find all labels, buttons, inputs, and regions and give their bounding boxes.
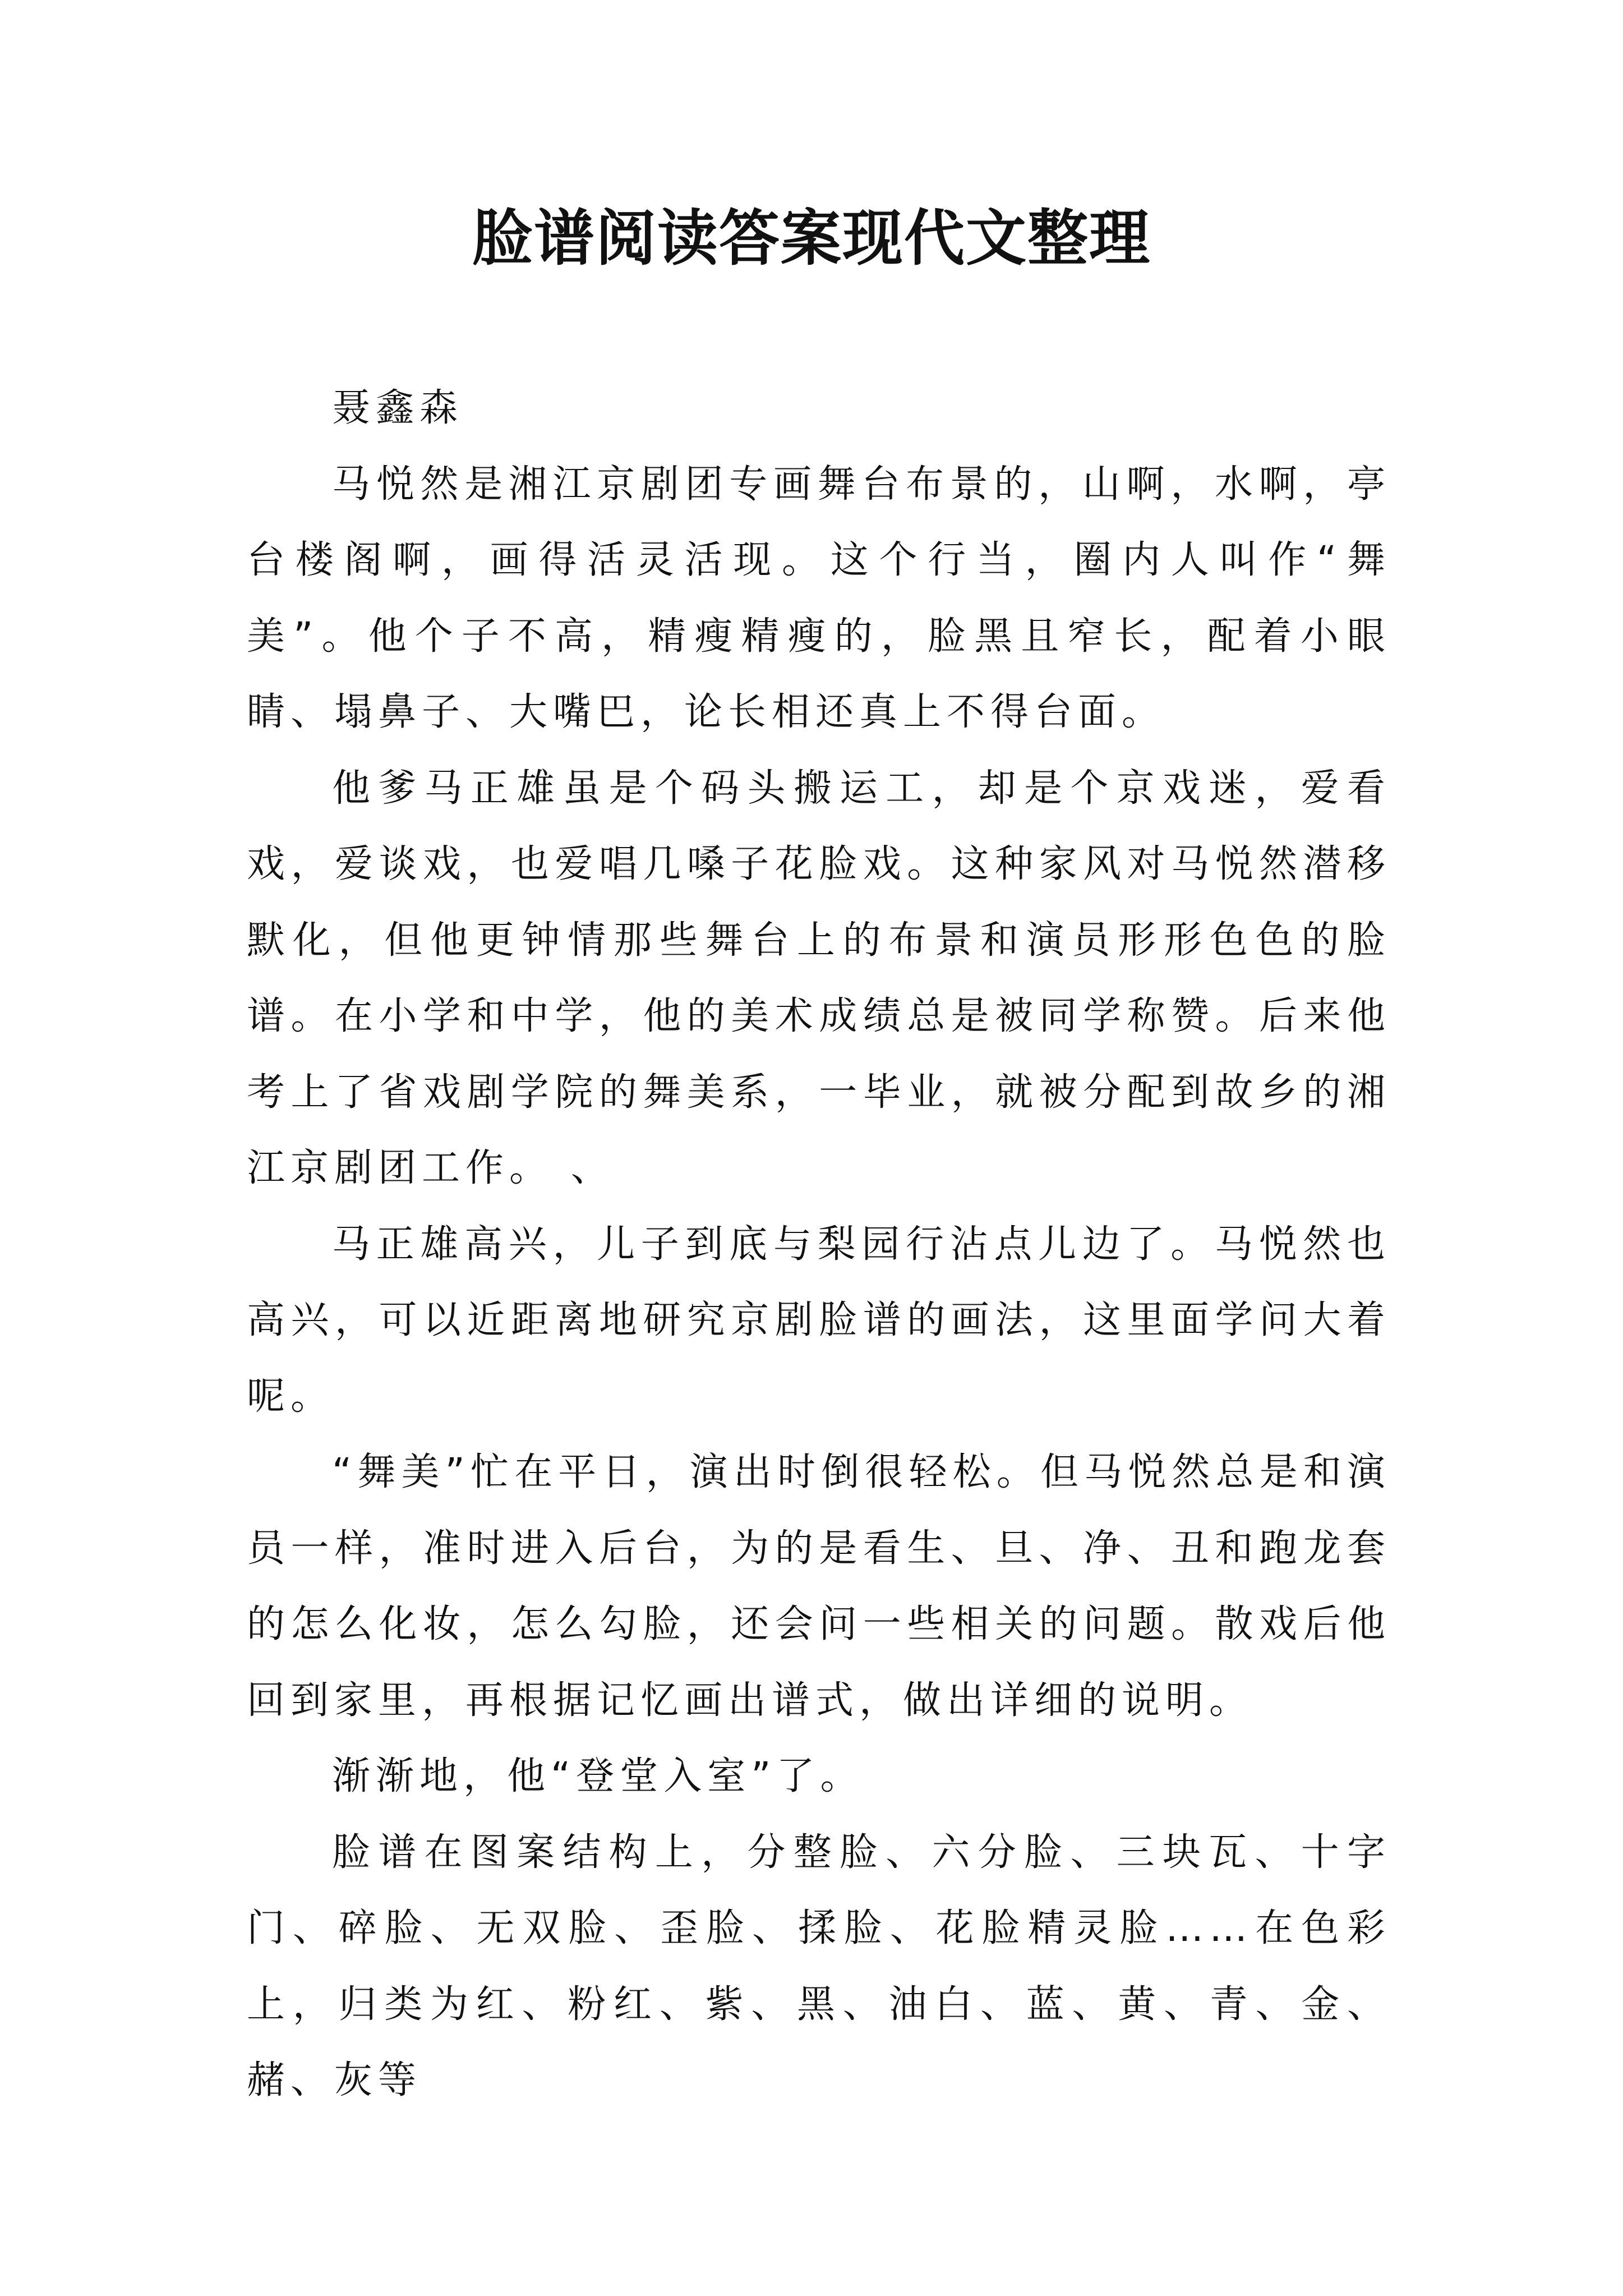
author-line: 聂鑫森 <box>332 386 464 430</box>
paragraph: 马悦然是湘江京剧团专画舞台布景的，山啊，水啊，亭台楼阁啊，画得活灵活现。这个行当，圈内人叫作“舞美”。他个子不高，精瘦精瘦的，脸黑且窄长，配着小眼睛、塌鼻子、大嘴巴，论长相还真上不得台面。 <box>247 462 1391 734</box>
paragraph: 渐渐地，他“登堂入室”了。 <box>332 1754 864 1798</box>
paragraph: 马正雄高兴，儿子到底与梨园行沾点儿边了。马悦然也高兴，可以近距离地研究京剧脸谱的画法，这里面学问大着呢。 <box>247 1222 1391 1419</box>
paragraph: 脸谱在图案结构上，分整脸、六分脸、三块瓦、十字门、碎脸、无双脸、歪脸、揉脸、花脸精灵脸……在色彩上，归类为红、粉红、紫、黑、油白、蓝、黄、青、金、赭、灰等 <box>247 1830 1391 2102</box>
document-body <box>247 370 1391 2119</box>
document-title: 脸谱阅读答案现代文整理 <box>472 203 1151 274</box>
paragraph: 他爹马正雄虽是个码头搬运工，却是个京戏迷，爱看戏，爱谈戏，也爱唱几嗓子花脸戏。这种家风对马悦然潜移默化，但他更钟情那些舞台上的布景和演员形形色色的脸谱。在小学和中学，他的美术成绩总是被同学称赞。后来他考上了省戏剧学院的舞美系，一毕业，就被分配到故乡的湘江京剧团工作。 、 <box>247 766 1391 1190</box>
paragraph: “舞美”忙在平日，演出时倒很轻松。但马悦然总是和演员一样，准时进入后台，为的是看生、旦、净、丑和跑龙套的怎么化妆，怎么勾脸，还会问一些相关的问题。散戏后他回到家里，再根据记忆画出谱式，做出详细的说明。 <box>247 1450 1391 1723</box>
